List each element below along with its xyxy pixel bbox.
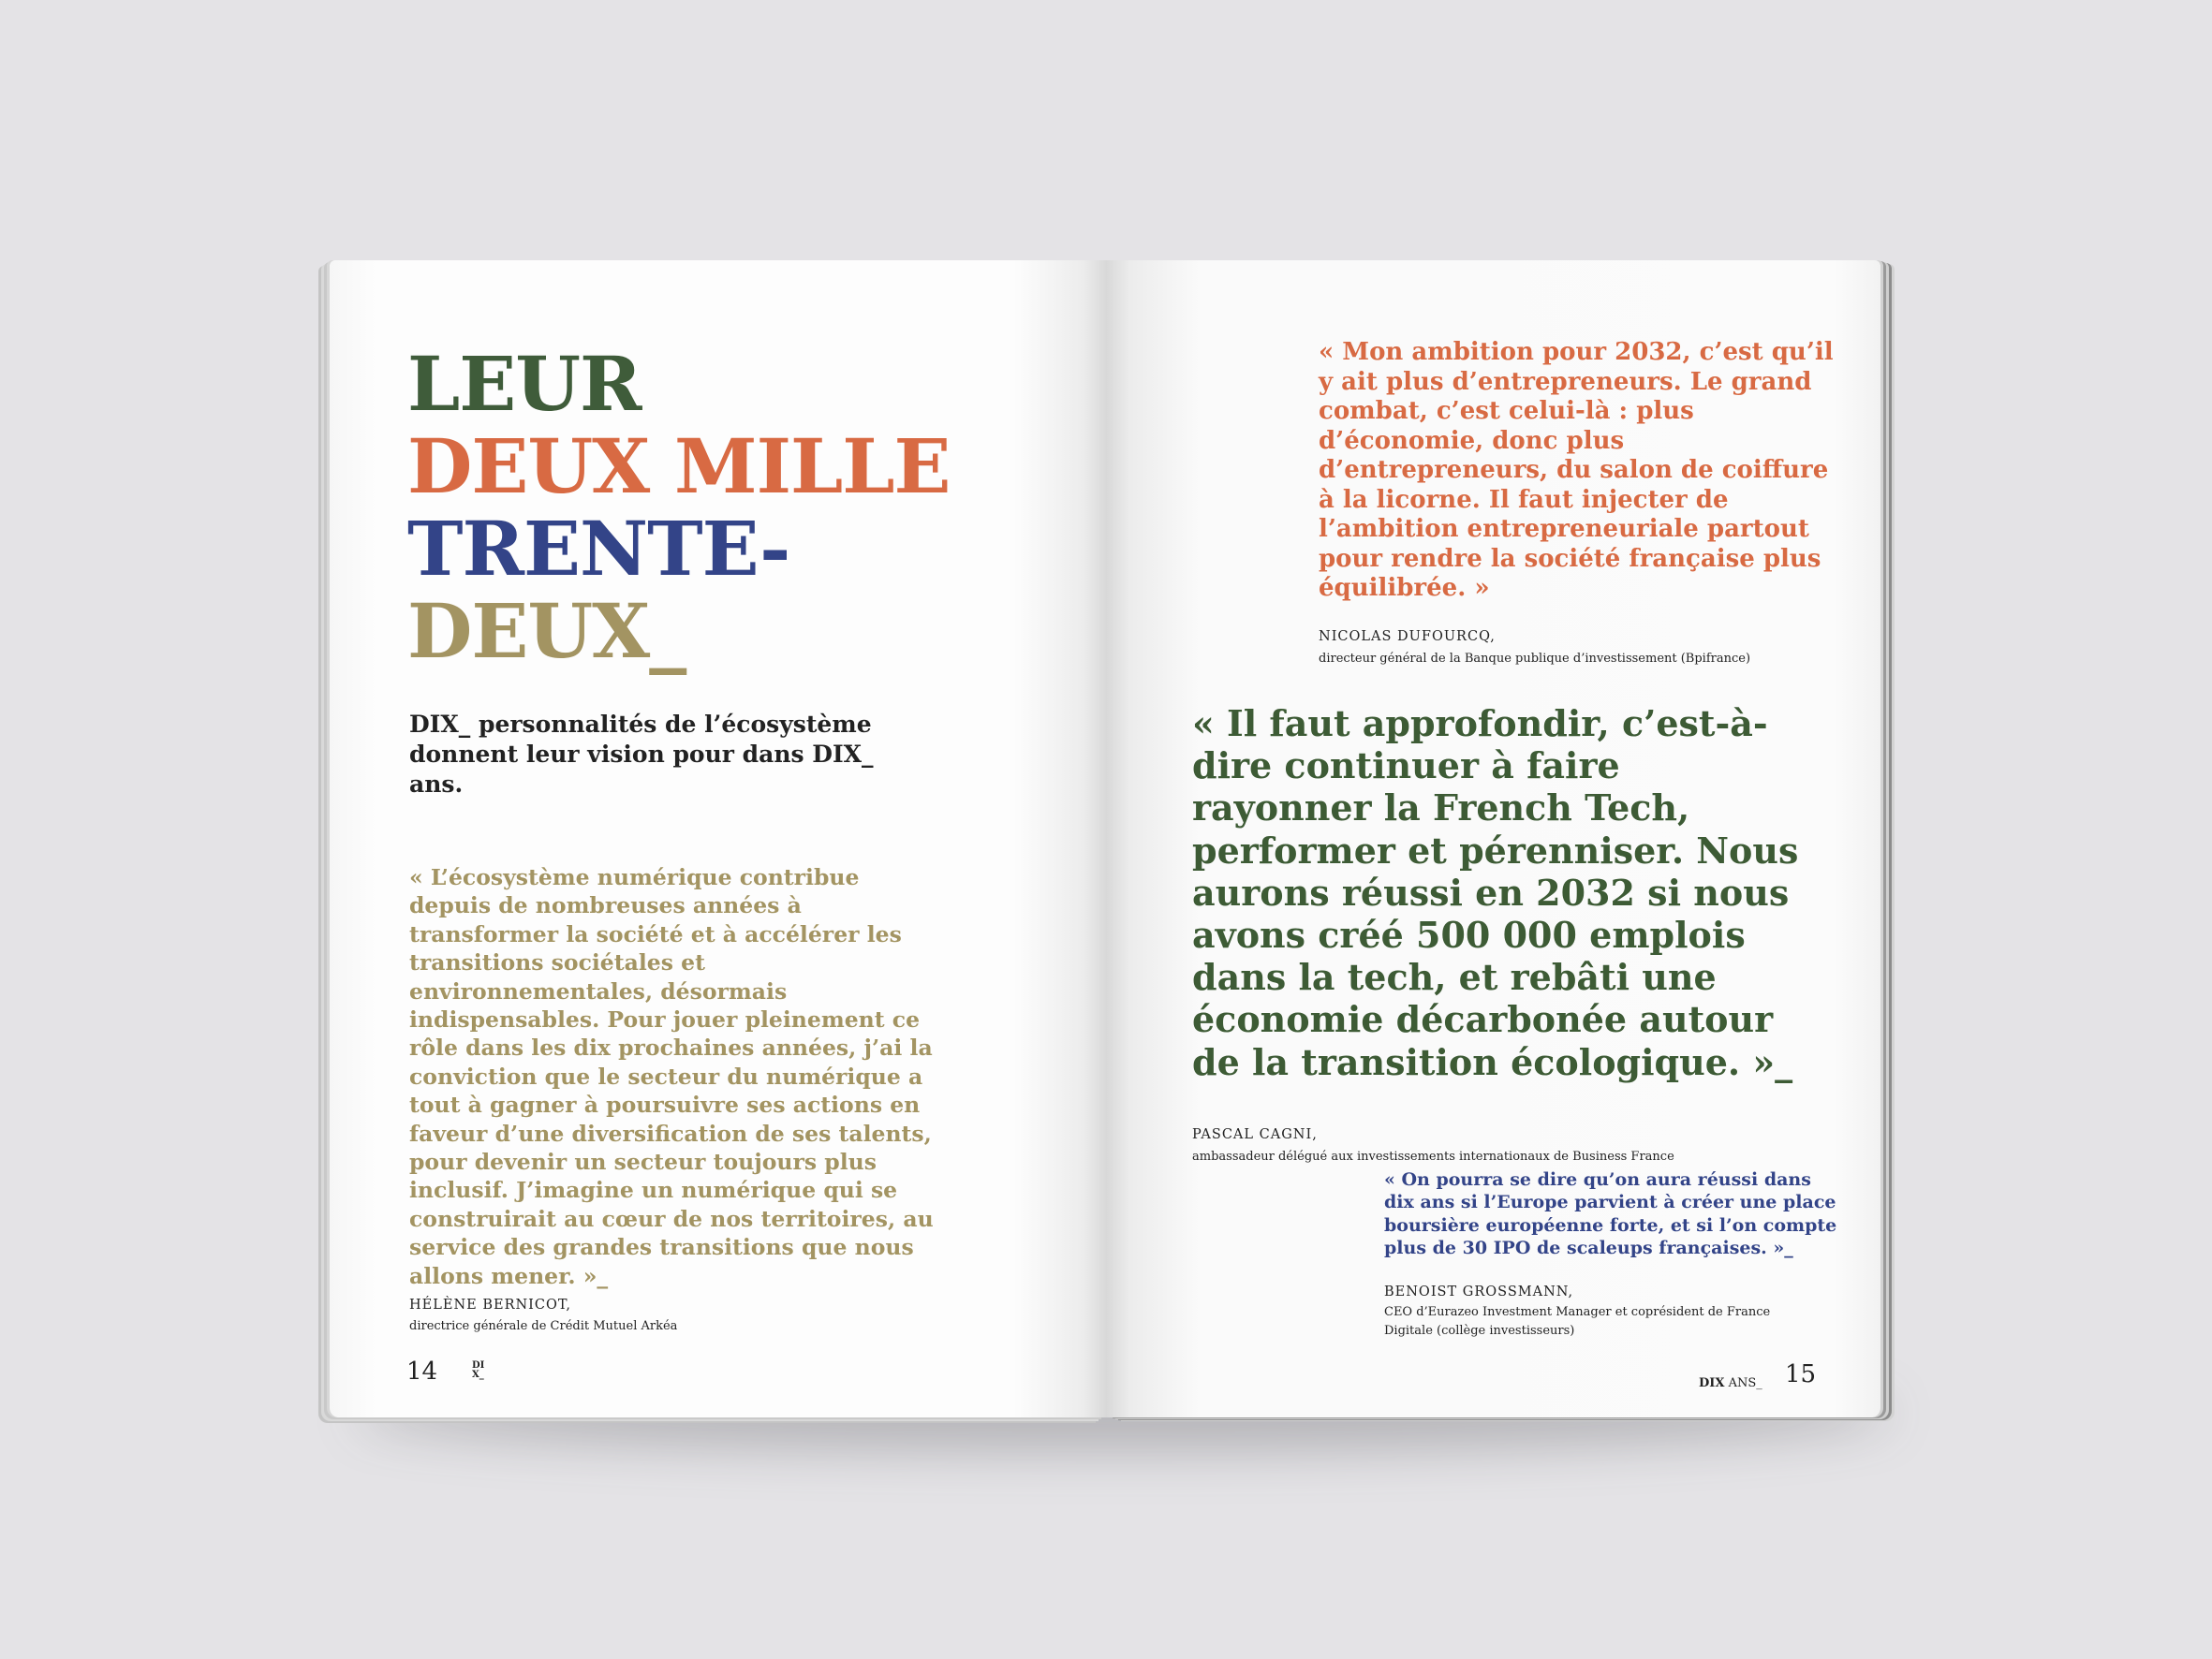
title-line-3: TRENTE- <box>407 505 790 593</box>
quote-grossmann: « On pourra se dire qu’on aura réussi dans dix ans si l’Europe parvient à créer une place boursière européenne forte, et si l’on compte plus de 30 IPO de scaleups françaises. »_ <box>1384 1169 1837 1258</box>
page-number-left: 14 <box>406 1358 438 1386</box>
quote-cagni: « Il faut approfondir, c’est-à-dire continuer à faire rayonner la French Tech, performer et pérenniser. Nous aurons réussi en 2032 si nous avons créé 500 000 emplois dans la tech, et rebâti une économie décarbonée autour de la transition écologique. »_ <box>1192 702 1799 1083</box>
right-page <box>1107 260 1880 1417</box>
page-title <box>407 340 951 675</box>
quote-dufourcq: « Mon ambition pour 2032, c’est qu’il y ait plus d’entrepreneurs. Le grand combat, c’est celui-là : plus d’économie, donc plus d’entrepreneurs, du salon de coiffure à la licorne. Il faut injecter de l’ambition entrepreneuriale partout pour rendre la société française plus équilibrée. » <box>1319 338 1834 602</box>
author-dufourcq: NICOLAS DUFOURCQ, <box>1319 629 1496 644</box>
title-line-1: LEUR <box>407 340 641 428</box>
dix-logo: DIX_ <box>472 1360 485 1380</box>
running-footer <box>1699 1376 1762 1390</box>
role-cagni: ambassadeur délégué aux investissements internationaux de Business France <box>1192 1150 1674 1164</box>
left-page <box>330 260 1107 1417</box>
quote-bernicot: « L’écosystème numérique contribue depuis de nombreuses années à transformer la société et à accélérer les transitions sociétales et environnementales, désormais indispensables. Pour jouer pleinement ce rôle dans les dix prochaines années, j’ai la conviction que le secteur du numérique a tout à gagner à poursuivre ses actions en faveur d’une diversification de ses talents, pour devenir un secteur toujours plus inclusif. J’imagine un numérique qui se construirait au cœur de nos territoires, au service des grandes transitions que nous allons mener. »_ <box>409 864 934 1289</box>
footer-brand: DIX <box>1699 1376 1725 1390</box>
role-dufourcq: directeur général de la Banque publique d’investissement (Bpifrance) <box>1319 652 1751 666</box>
intro-text: DIX_ personnalités de l’écosystème donnent leur vision pour dans DIX_ ans. <box>409 711 874 798</box>
title-line-4: DEUX_ <box>407 587 686 675</box>
footer-suffix: ANS_ <box>1728 1376 1762 1390</box>
page-number-right: 15 <box>1785 1360 1817 1388</box>
title-line-2: DEUX MILLE <box>407 422 951 510</box>
author-grossmann: BENOIST GROSSMANN, <box>1384 1285 1574 1299</box>
author-bernicot: HÉLÈNE BERNICOT, <box>409 1298 572 1313</box>
role-grossmann: CEO d’Eurazeo Investment Manager et coprésident de France Digitale (collège investisseurs) <box>1384 1305 1771 1338</box>
author-cagni: PASCAL CAGNI, <box>1192 1127 1318 1142</box>
role-bernicot: directrice générale de Crédit Mutuel Arkéa <box>409 1319 678 1333</box>
